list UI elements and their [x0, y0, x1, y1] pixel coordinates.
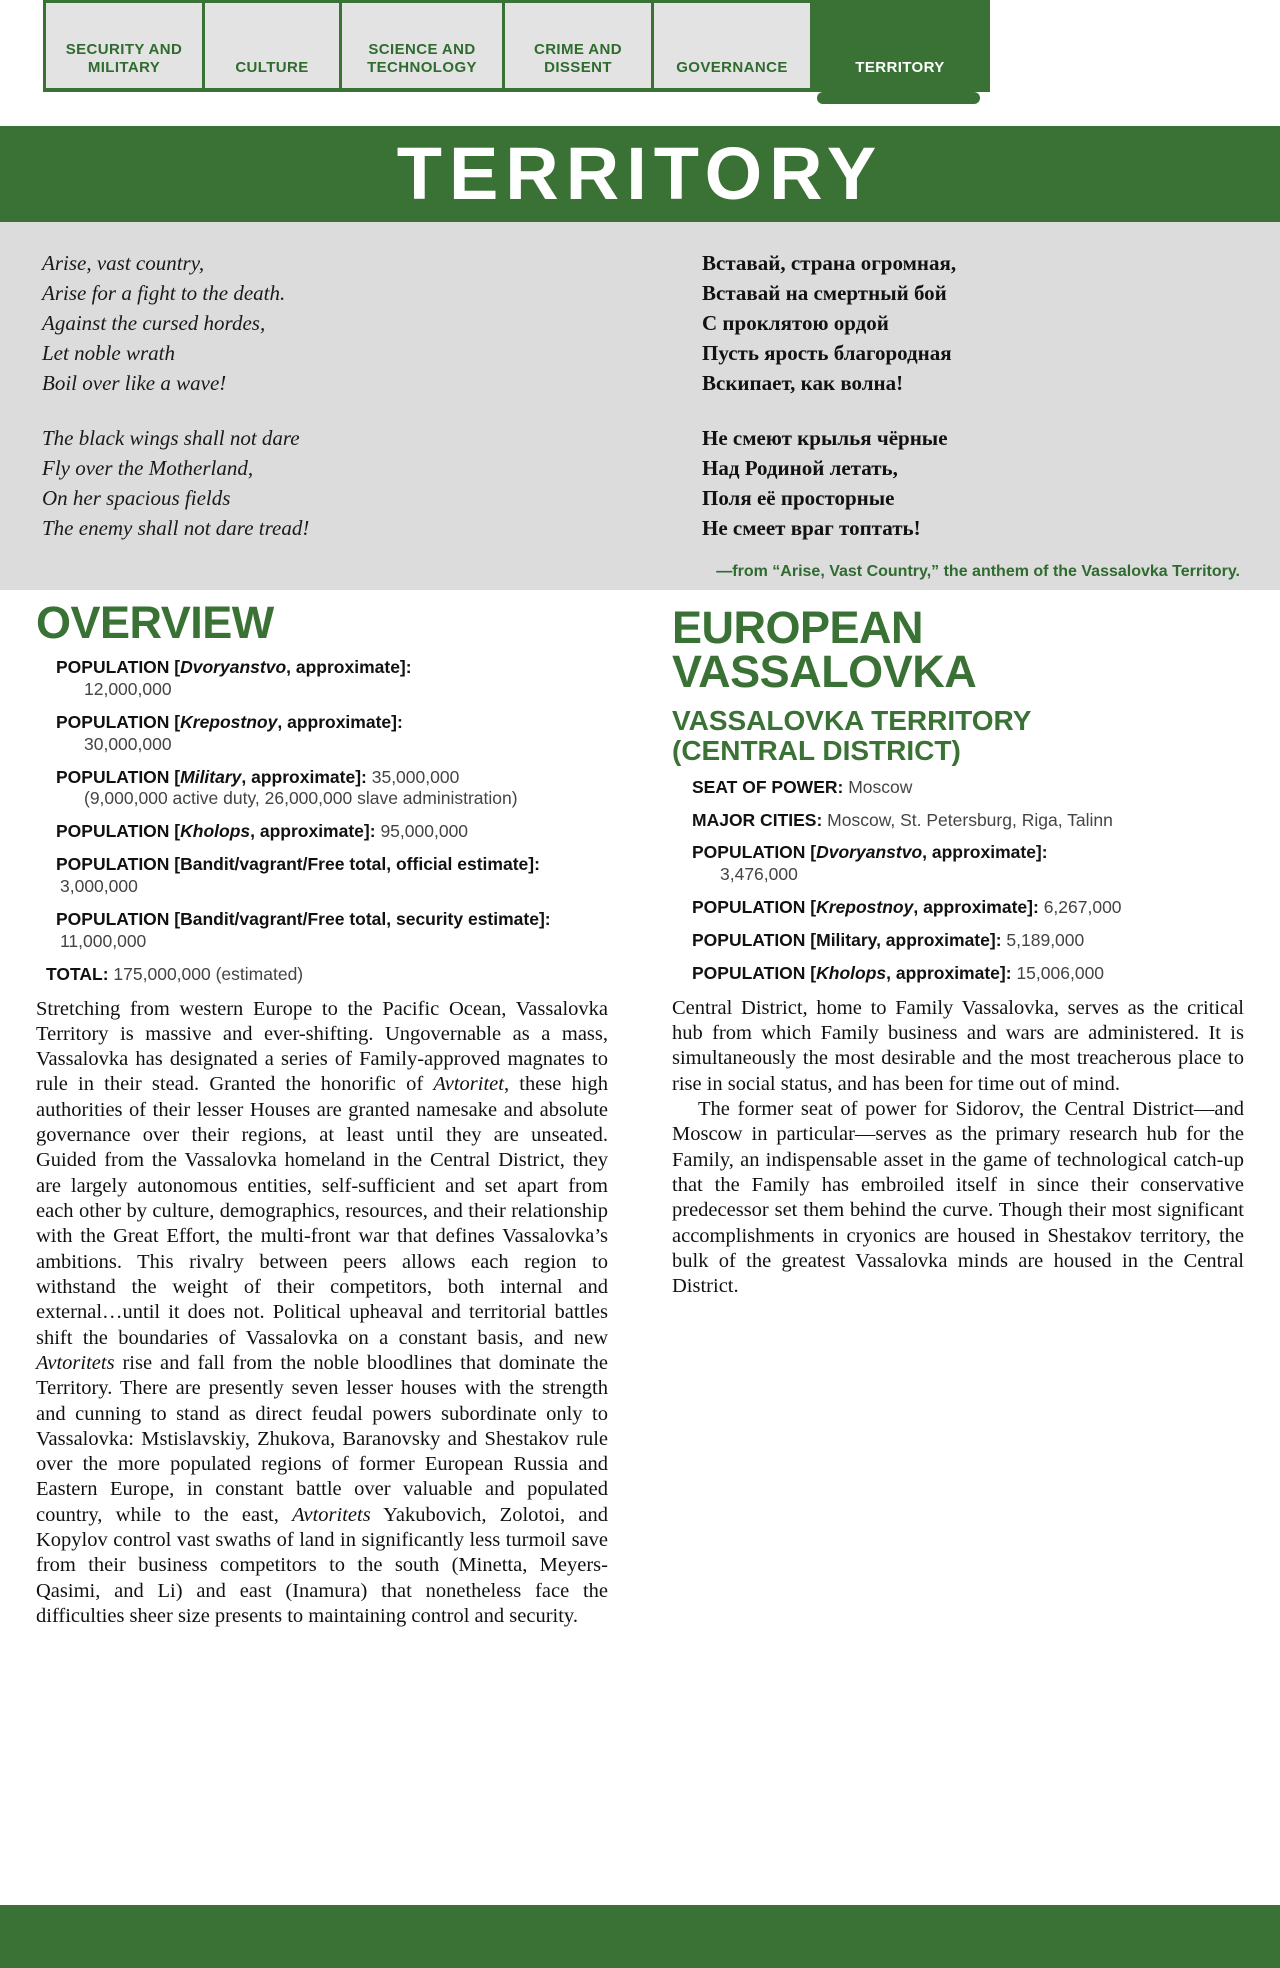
main-content [0, 597, 1280, 1905]
anthem-line: On her spacious fields [42, 486, 231, 511]
stat-value: 5,189,000 [1006, 930, 1085, 951]
stat-value: 12,000,000 [84, 678, 172, 699]
anthem-line: Boil over like a wave! [42, 371, 227, 396]
stat-subnote: (9,000,000 active duty, 26,000,000 slave administration) [84, 788, 518, 809]
stat-value: 175,000,000 (estimated) [113, 963, 304, 984]
stat-row [36, 854, 608, 898]
tab-culture[interactable] [202, 0, 342, 92]
stat-label: POPULATION [Kholops, approximate]: [692, 962, 1012, 983]
stat-row [36, 767, 608, 811]
tab-governance[interactable] [651, 0, 813, 92]
european-paragraph-1: Central District, home to Family Vassalovka, serves as the critical hub from which Family business and wars are administered. It is simultaneously the most desirable and the most treacherous place to rise in social status, and has been for time out of mind. [672, 996, 1244, 1095]
central-district-subheading [672, 706, 1244, 766]
stat-value: 6,267,000 [1043, 897, 1122, 918]
left-column [36, 597, 640, 1905]
anthem-line: Пусть ярость благородная [702, 341, 952, 366]
stat-label: POPULATION [Kholops, approximate]: [56, 821, 376, 842]
anthem-line: С проклятою ордой [702, 311, 889, 336]
overview-heading: OVERVIEW [36, 597, 274, 648]
anthem-block [0, 222, 1280, 590]
anthem-english [38, 248, 640, 543]
tab-science-and-technology[interactable] [339, 0, 505, 92]
stat-label: POPULATION [Krepostnoy, approximate]: [56, 711, 403, 732]
subheading-line-1: VASSALOVKA TERRITORY [672, 705, 1032, 737]
stat-row [36, 909, 608, 953]
stat-value: 15,006,000 [1016, 962, 1105, 983]
page-title: TERRITORY [396, 132, 884, 215]
tab-label: TERRITORY [855, 59, 945, 77]
stat-row [36, 712, 608, 756]
page-footer-bar [0, 1905, 1280, 1968]
stat-row [672, 777, 1244, 799]
stanza-gap [702, 398, 1242, 423]
anthem-line: Let noble wrath [42, 341, 176, 366]
anthem-line: Вставай на смертный бой [702, 281, 947, 306]
stat-label: POPULATION [Bandit/vagrant/Free total, official estimate]: [56, 854, 540, 875]
european-vassalovka-heading [672, 602, 1244, 698]
anthem-line: Fly over the Motherland, [42, 456, 254, 481]
stat-label: SEAT OF POWER: [692, 776, 844, 797]
stanza-gap [42, 398, 640, 423]
stat-value: 3,000,000 [60, 876, 138, 896]
stat-row [672, 897, 1244, 919]
anthem-line: Вставай, страна огромная, [702, 251, 957, 275]
stat-row [672, 930, 1244, 952]
heading-line-1: EUROPEAN [672, 602, 924, 653]
page-title-banner [0, 126, 1280, 222]
stat-value: 30,000,000 [84, 733, 172, 754]
stat-value: 11,000,000 [60, 930, 147, 951]
anthem-russian [640, 248, 1242, 543]
subheading-line-2: (CENTRAL DISTRICT) [672, 735, 961, 767]
stat-value: Moscow, St. Petersburg, Riga, Talinn [827, 809, 1113, 830]
stat-label: POPULATION [Military, approximate]: [56, 766, 367, 787]
tab-territory-active[interactable] [810, 0, 990, 92]
anthem-line: Against the cursed hordes, [42, 311, 266, 336]
stat-row [672, 842, 1244, 886]
heading-line-2: VASSALOVKA [672, 646, 977, 698]
tab-label: SCIENCE AND TECHNOLOGY [367, 40, 477, 77]
stat-value: Moscow [848, 776, 913, 797]
active-tab-underline [817, 92, 980, 104]
european-paragraph-2: The former seat of power for Sidorov, the Central District—and Moscow in particular—serves as the primary research hub for the Family, an indispensable asset in the game of technological catch-up that the Family has embroiled itself in since their conservative predecessor set them behind the curve. Though their most significant accomplishments in cryonics are housed in Shestakov territory, the bulk of the greatest Vassalovka minds are housed in the Central District. [672, 1098, 1244, 1298]
stat-row-total [36, 964, 608, 986]
stat-row [36, 657, 608, 701]
stat-label: TOTAL: [46, 963, 109, 984]
stat-label: POPULATION [Dvoryanstvo, approximate]: [692, 842, 1048, 863]
stat-value: 95,000,000 [380, 821, 469, 842]
stat-label: POPULATION [Bandit/vagrant/Free total, security estimate]: [56, 908, 551, 929]
anthem-attribution: —from “Arise, Vast Country,” the anthem of the Vassalovka Territory. [716, 563, 1240, 581]
tab-label: SECURITY AND MILITARY [65, 40, 183, 77]
stat-label: MAJOR CITIES: [692, 809, 823, 830]
stat-label: POPULATION [Military, approximate]: [692, 930, 1002, 951]
tab-label: CRIME AND DISSENT [533, 40, 623, 77]
stat-value: 35,000,000 [371, 766, 460, 787]
stat-label: POPULATION [Dvoryanstvo, approximate]: [56, 657, 412, 677]
anthem-line: Над Родиной летать, [702, 456, 898, 481]
overview-stat-list [36, 657, 608, 986]
european-stat-list [672, 777, 1244, 985]
anthem-line: Не смеет враг топтать! [702, 516, 921, 541]
anthem-line: The black wings shall not dare [42, 426, 300, 451]
anthem-line: Arise for a fight to the death. [42, 281, 286, 306]
right-column [640, 600, 1244, 1905]
stat-row [672, 963, 1244, 985]
tab-label: GOVERNANCE [676, 59, 788, 77]
anthem-line: Не смеют крылья чёрные [702, 426, 948, 451]
stat-row [36, 821, 608, 843]
anthem-line: The enemy shall not dare tread! [42, 516, 310, 541]
anthem-line: Вскипает, как волна! [702, 371, 904, 396]
tab-crime-and-dissent[interactable] [502, 0, 654, 92]
stat-label: POPULATION [Krepostnoy, approximate]: [692, 897, 1039, 918]
tab-security-and-military[interactable] [43, 0, 205, 92]
section-tab-bar [0, 0, 1280, 92]
tab-label: CULTURE [235, 59, 309, 77]
stat-row [672, 810, 1244, 832]
anthem-line: Arise, vast country, [42, 251, 205, 275]
stat-value: 3,476,000 [720, 864, 798, 885]
overview-paragraph: Stretching from western Europe to the Pacific Ocean, Vassalovka Territory is massive and ever-shifting. Ungovernable as a mass, Vassalovka has designated a series of Family-approved magnates to rule in their stead. Granted the honorific of Avtoritet, these high authorities of their lesser Houses are granted namesake and absolute governance over their regions, at least until they are unseated. Guided from the Vassalovka homeland in the Central District, they are largely autonomous entities, self-sufficient and set apart from each other by culture, demographics, resources, and their relationship with the Great Effort, the multi-front war that defines Vassalovka’s ambitions. This rivalry between peers allows each region to withstand the weight of their competitors, both internal and external…until it does not. Political upheaval and territorial battles shift the boundaries of Vassalovka on a constant basis, and new Avtoritets rise and fall from the noble bloodlines that dominate the Territory. There are presently seven lesser houses with the strength and cunning to stand as direct feudal powers subordinate only to Vassalovka: Mstislavskiy, Zhukova, Baranovsky and Shestakov rule over the more populated regions of former European Russia and Eastern Europe, in constant battle over valuable and populated country, while to the east, Avtoritets Yakubovich, Zolotoi, and Kopylov control vast swaths of land in significantly less turmoil save from their business competitors to the south (Minetta, Meyers-Qasimi, and Li) and east (Inamura) that nonetheless face the difficulties sheer size presents to maintaining control and security. [36, 997, 608, 1627]
anthem-line: Поля её просторные [702, 486, 895, 511]
